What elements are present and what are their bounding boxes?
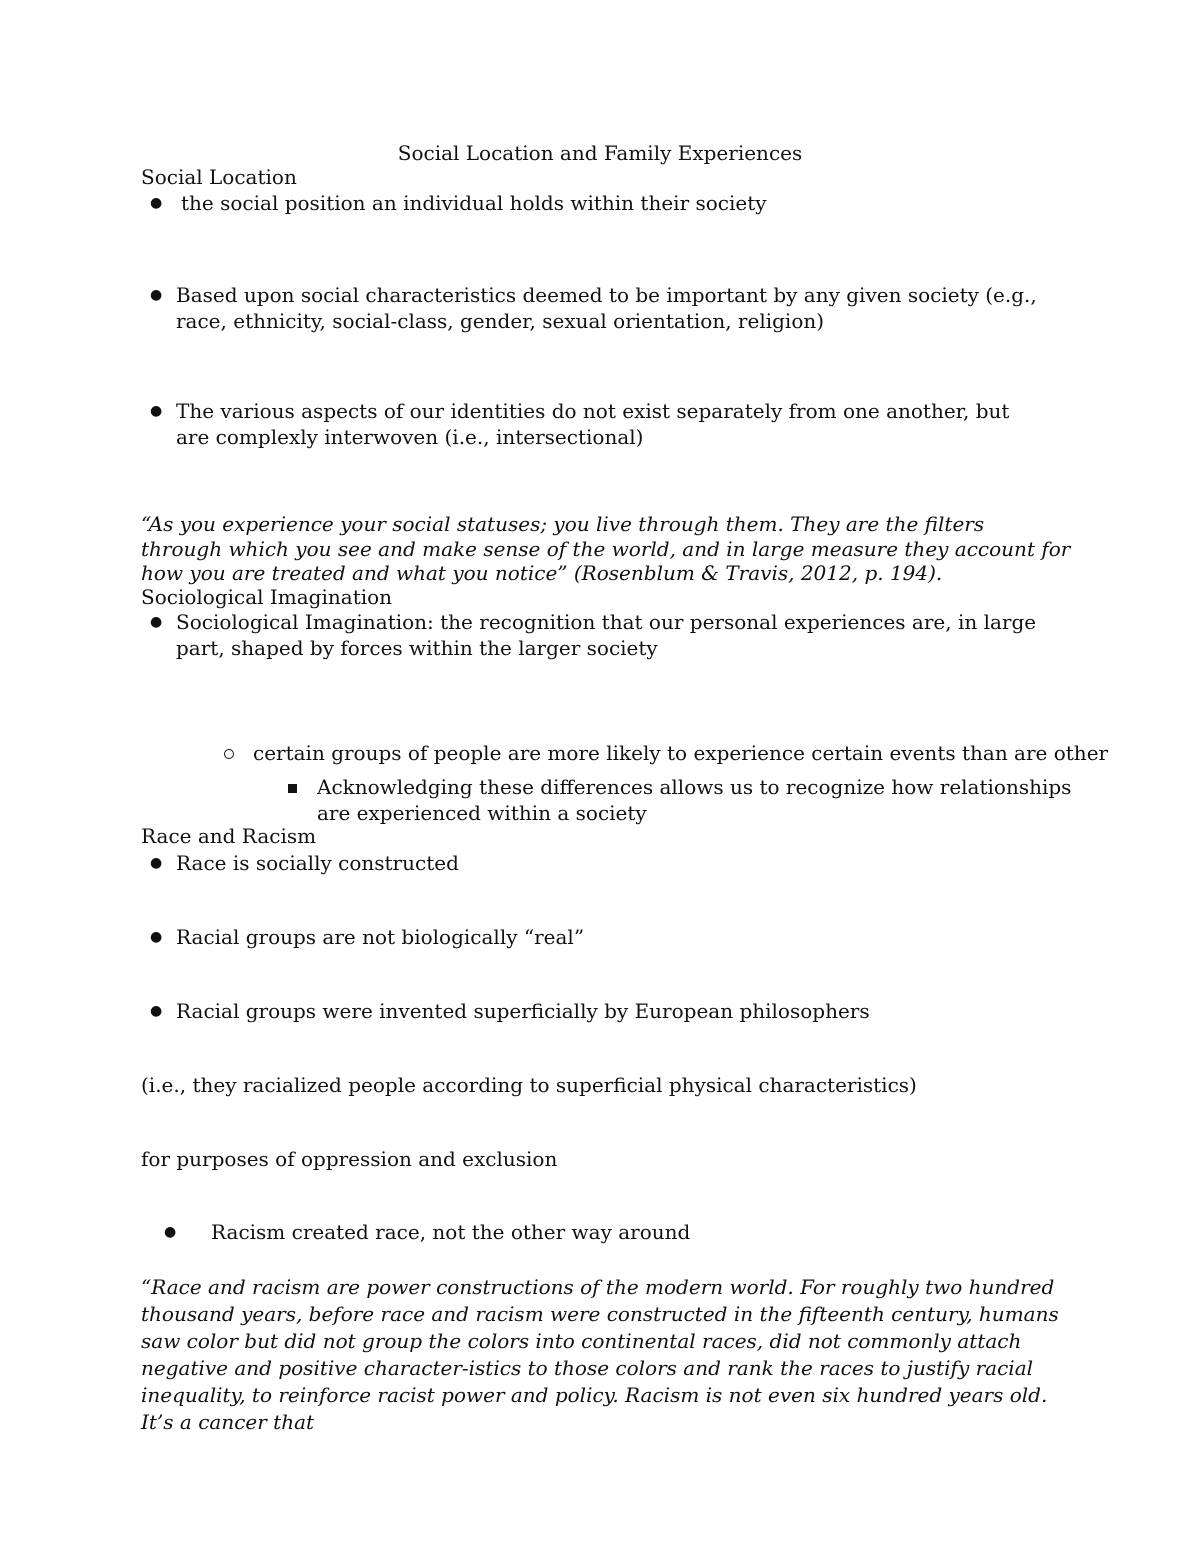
- list-item: Based upon social characteristics deemed to be important by any given society (e.g., race, ethnicity, social-class, gender, sexual orientation, religion): [176, 283, 1037, 333]
- bullet-icon: ●: [150, 855, 163, 871]
- bullet-icon: ●: [150, 287, 163, 303]
- list-item: the social position an individual holds within their society: [181, 191, 767, 215]
- bullet-icon: ●: [150, 195, 163, 211]
- bullet-icon: ●: [150, 614, 163, 630]
- list-item: Racism created race, not the other way around: [211, 1220, 691, 1244]
- square-bullet-icon: [288, 784, 297, 793]
- paragraph: (i.e., they racialized people according to superficial physical characteristics): [141, 1073, 917, 1097]
- section-heading-sociological-imagination: Sociological Imagination: [141, 585, 393, 609]
- bullet-icon: ●: [150, 929, 163, 945]
- section-heading-social-location: Social Location: [141, 165, 297, 189]
- list-item: The various aspects of our identities do not exist separately from one another, but are complexly interwoven (i.e., intersectional): [176, 399, 1010, 449]
- list-item: Race is socially constructed: [176, 851, 459, 875]
- list-item: Sociological Imagination: the recognition that our personal experiences are, in large part, shaped by forces within the larger society: [176, 610, 1037, 660]
- hollow-bullet-icon: [224, 749, 234, 759]
- list-item: Racial groups were invented superficially by European philosophers: [176, 999, 870, 1023]
- bullet-icon: ●: [150, 1003, 163, 1019]
- quote-block: “As you experience your social statuses; you live through them. They are the filters through which you see and make sense of the world, and in large measure they account for how you are treated and what you notice” (Rosenblum & Travis, 2012, p. 194).: [141, 512, 1071, 585]
- page-title: Social Location and Family Experiences: [397, 141, 803, 165]
- bullet-icon: ●: [164, 1224, 177, 1240]
- list-item: Racial groups are not biologically “real”: [176, 925, 585, 949]
- section-heading-race-and-racism: Race and Racism: [141, 824, 317, 848]
- paragraph: for purposes of oppression and exclusion: [141, 1147, 558, 1171]
- list-item: certain groups of people are more likely to experience certain events than are other: [253, 741, 1109, 765]
- quote-block: “Race and racism are power constructions of the modern world. For roughly two hundred thousand years, before race and racism were constructed in the fifteenth century, humans saw color but did not group the colors into continental races, did not commonly attach negative and positive character-istics to those colors and rank the races to justify racial inequality, to reinforce racist power and policy. Racism is not even six hundred years old. It’s a cancer that: [141, 1275, 1059, 1434]
- list-item: Acknowledging these differences allows us to recognize how relationships are experienced within a society: [317, 775, 1072, 825]
- bullet-icon: ●: [150, 403, 163, 419]
